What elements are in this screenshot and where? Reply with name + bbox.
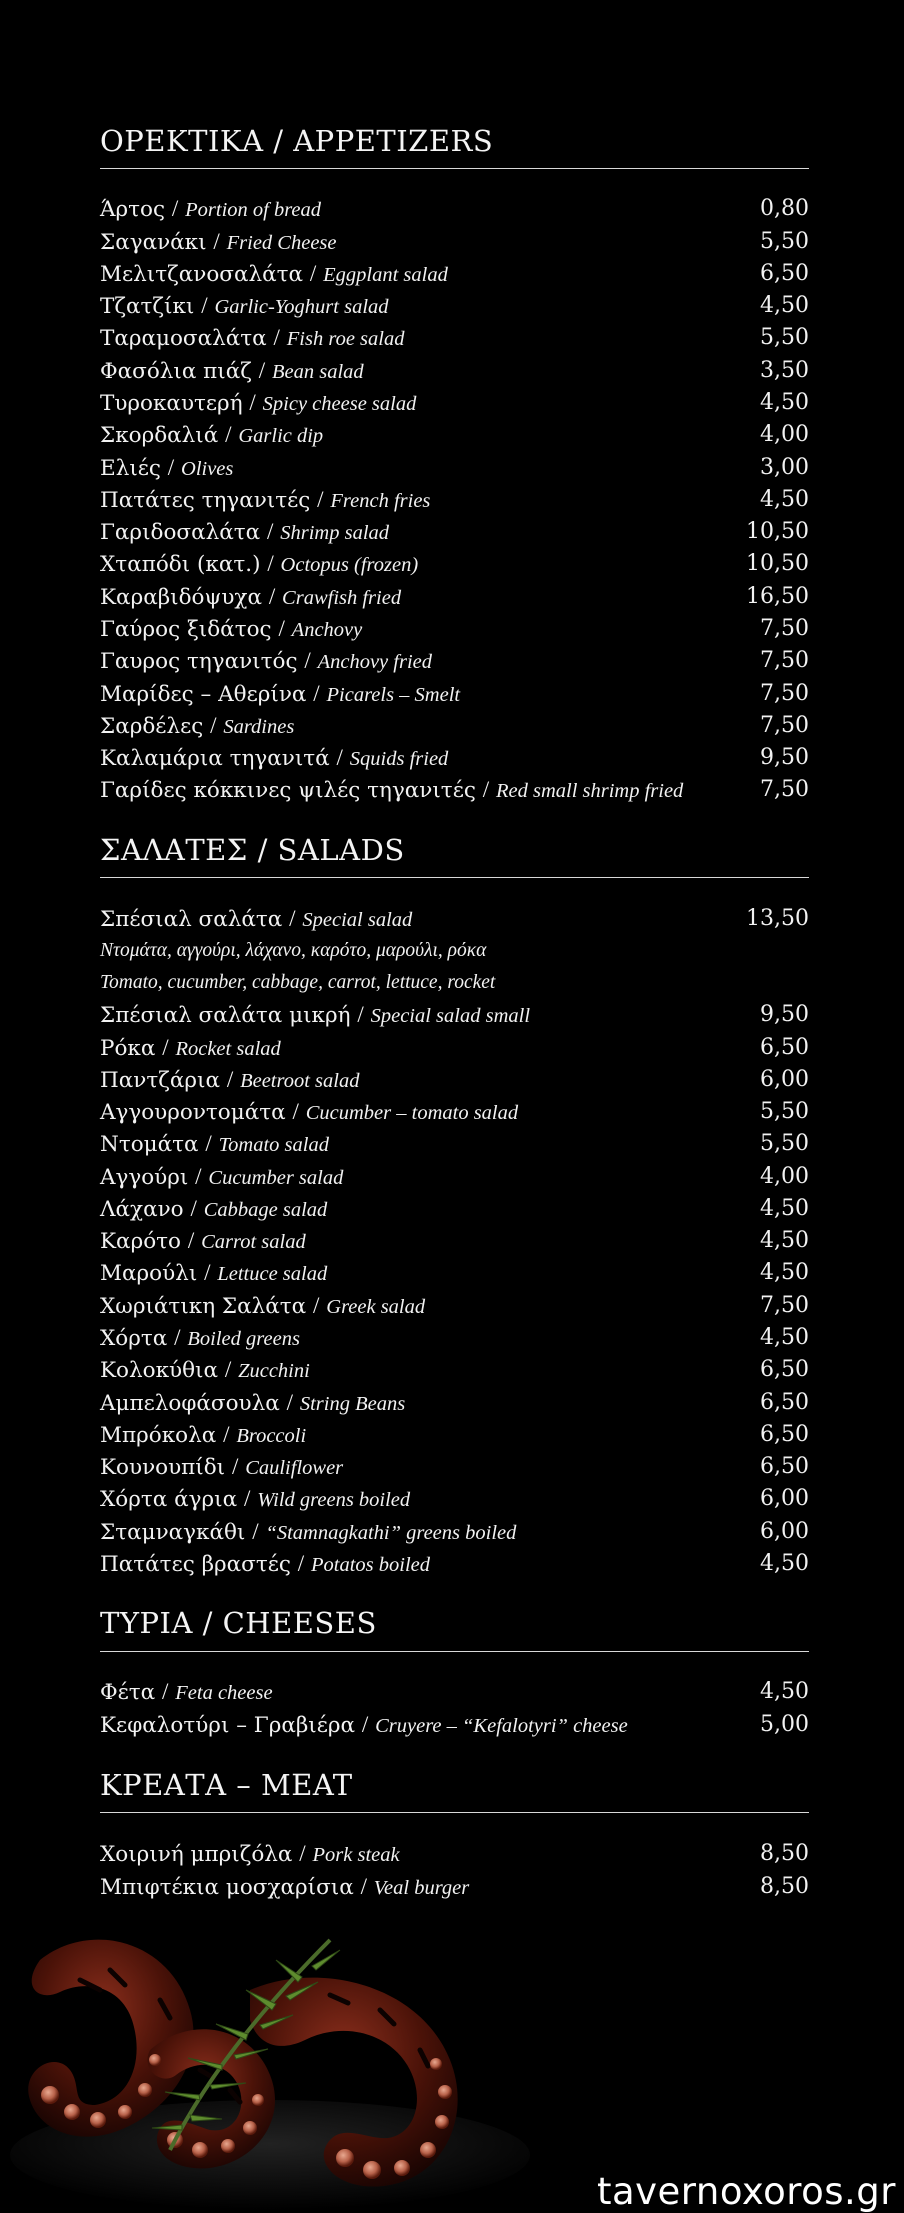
menu-item: Μαρίδες – Αθερίνα / Picarels – Smelt 7,50 [100,678,809,710]
item-price: 6,50 [760,1035,809,1060]
menu-item: Χοιρινή μπριζόλα / Pork steak 8,50 [100,1838,809,1870]
menu-item: Φέτα / Feta cheese 4,50 [100,1676,809,1708]
special-salad-ingredients-gr: Ντομάτα, αγγούρι, λάχανο, καρότο, μαρούλι, ρόκα [100,940,487,961]
item-price: 4,00 [760,1164,809,1189]
menu-item: Πατάτες βραστές / Potatos boiled 4,50 [100,1548,809,1580]
item-price: 7,50 [760,616,809,641]
item-price: 3,50 [760,358,809,383]
menu-item: Σκορδαλιά / Garlic dip 4,00 [100,419,809,451]
item-price: 9,50 [760,1002,809,1027]
menu-item: Χωριάτικη Σαλάτα / Greek salad 7,50 [100,1290,809,1322]
item-price: 7,50 [760,681,809,706]
menu-item: Χόρτα άγρια / Wild greens boiled 6,00 [100,1483,809,1515]
item-price: 4,50 [760,390,809,415]
cheeses-divider [100,1651,809,1652]
item-price: 13,50 [746,906,809,931]
item-price: 4,50 [760,1325,809,1350]
item-price: 5,50 [760,1099,809,1124]
item-price: 8,50 [760,1841,809,1866]
menu-item: Σαρδέλες / Sardines 7,50 [100,710,809,742]
item-price: 10,50 [746,519,809,544]
menu-item: Σπέσιαλ σαλάτα μικρή / Special salad small 9,50 [100,999,809,1031]
item-price: 4,50 [760,1551,809,1576]
item-price: 7,50 [760,1293,809,1318]
menu-item: Γαρίδες κόκκινες ψιλές τηγανιτές / Red small shrimp fried 7,50 [100,774,809,806]
item-price: 6,00 [760,1519,809,1544]
menu-item: Σπέσιαλ σαλάτα / Special salad 13,50 [100,903,809,935]
item-price: 4,50 [760,487,809,512]
item-price: 8,50 [760,1874,809,1899]
item-price: 6,00 [760,1486,809,1511]
item-price: 4,50 [760,1679,809,1704]
item-price: 6,50 [760,261,809,286]
item-price: 4,50 [760,1228,809,1253]
menu-item: Καραβιδόψυχα / Crawfish fried 16,50 [100,581,809,613]
item-price: 6,50 [760,1422,809,1447]
meat-title: ΚΡΕΑΤΑ – MEAT [100,1768,353,1802]
menu-item: Μαρούλι / Lettuce salad 4,50 [100,1257,809,1289]
item-price: 7,50 [760,713,809,738]
menu-item: Παντζάρια / Beetroot salad 6,00 [100,1064,809,1096]
menu-item: Πατάτες τηγανιτές / French fries 4,50 [100,484,809,516]
menu-item: Γαύρος ξιδάτος / Anchovy 7,50 [100,613,809,645]
menu-item: Χταπόδι (κατ.) / Octopus (frozen) 10,50 [100,548,809,580]
menu-item: Ντομάτα / Tomato salad 5,50 [100,1128,809,1160]
appetizers-divider [100,168,809,169]
item-price: 5,50 [760,1131,809,1156]
menu-item: Καλαμάρια τηγανιτά / Squids fried 9,50 [100,742,809,774]
menu-item: Γαυρος τηγανιτός / Anchovy fried 7,50 [100,645,809,677]
menu-item: Κεφαλοτύρι – Γραβιέρα / Cruyere – “Kefalotyri” cheese 5,00 [100,1709,809,1741]
menu-item: Κολοκύθια / Zucchini 6,50 [100,1354,809,1386]
menu-item: Λάχανο / Cabbage salad 4,50 [100,1193,809,1225]
meat-divider [100,1812,809,1813]
item-price: 5,50 [760,229,809,254]
menu-item: Τυροκαυτερή / Spicy cheese salad 4,50 [100,387,809,419]
menu-item: Μπιφτέκια μοσχαρίσια / Veal burger 8,50 [100,1871,809,1903]
menu-item: Σαγανάκι / Fried Cheese 5,50 [100,226,809,258]
menu-item: Ταραμοσαλάτα / Fish roe salad 5,50 [100,322,809,354]
item-price: 6,50 [760,1454,809,1479]
menu-item: Τζατζίκι / Garlic-Yoghurt salad 4,50 [100,290,809,322]
menu-item: Μπρόκολα / Broccoli 6,50 [100,1419,809,1451]
cheeses-title: ΤΥΡΙΑ / CHEESES [100,1606,377,1640]
menu-item: Αμπελοφάσουλα / String Beans 6,50 [100,1387,809,1419]
menu-item: Χόρτα / Boiled greens 4,50 [100,1322,809,1354]
menu-item: Αγγούρι / Cucumber salad 4,00 [100,1161,809,1193]
menu-item: Ελιές / Olives 3,00 [100,452,809,484]
menu-item: Καρότο / Carrot salad 4,50 [100,1225,809,1257]
item-price: 6,50 [760,1357,809,1382]
salads-title: ΣΑΛΑΤΕΣ / SALADS [100,833,405,867]
item-price: 10,50 [746,551,809,576]
menu-item: Ρόκα / Rocket salad 6,50 [100,1032,809,1064]
item-price: 6,50 [760,1390,809,1415]
item-price: 3,00 [760,455,809,480]
menu-item: Φασόλια πιάζ / Bean salad 3,50 [100,355,809,387]
menu-item: Άρτος / Portion of bread 0,80 [100,193,809,225]
item-price: 5,00 [760,1712,809,1737]
item-price: 4,50 [760,1260,809,1285]
menu-item: Μελιτζανοσαλάτα / Eggplant salad 6,50 [100,258,809,290]
item-price: 5,50 [760,325,809,350]
special-salad-ingredients-en: Tomato, cucumber, cabbage, carrot, lettuce, rocket [100,972,496,993]
item-price: 4,50 [760,1196,809,1221]
menu-item: Αγγουροντομάτα / Cucumber – tomato salad 5,50 [100,1096,809,1128]
item-price: 7,50 [760,777,809,802]
salads-divider [100,877,809,878]
item-price: 4,00 [760,422,809,447]
menu-item: Γαριδοσαλάτα / Shrimp salad 10,50 [100,516,809,548]
menu-item: Σταμναγκάθι / “Stamnagkathi” greens boiled 6,00 [100,1516,809,1548]
item-price: 9,50 [760,745,809,770]
item-price: 7,50 [760,648,809,673]
item-price: 0,80 [760,196,809,221]
item-price: 6,00 [760,1067,809,1092]
grilled-octopus-photo [0,1900,560,2212]
item-price: 16,50 [746,584,809,609]
watermark-logo: tavernoxoros.gr [596,2170,896,2213]
menu-item: Κουνουπίδι / Cauliflower 6,50 [100,1451,809,1483]
appetizers-title: ΟΡΕΚΤΙΚΑ / APPETIZERS [100,124,494,158]
item-price: 4,50 [760,293,809,318]
